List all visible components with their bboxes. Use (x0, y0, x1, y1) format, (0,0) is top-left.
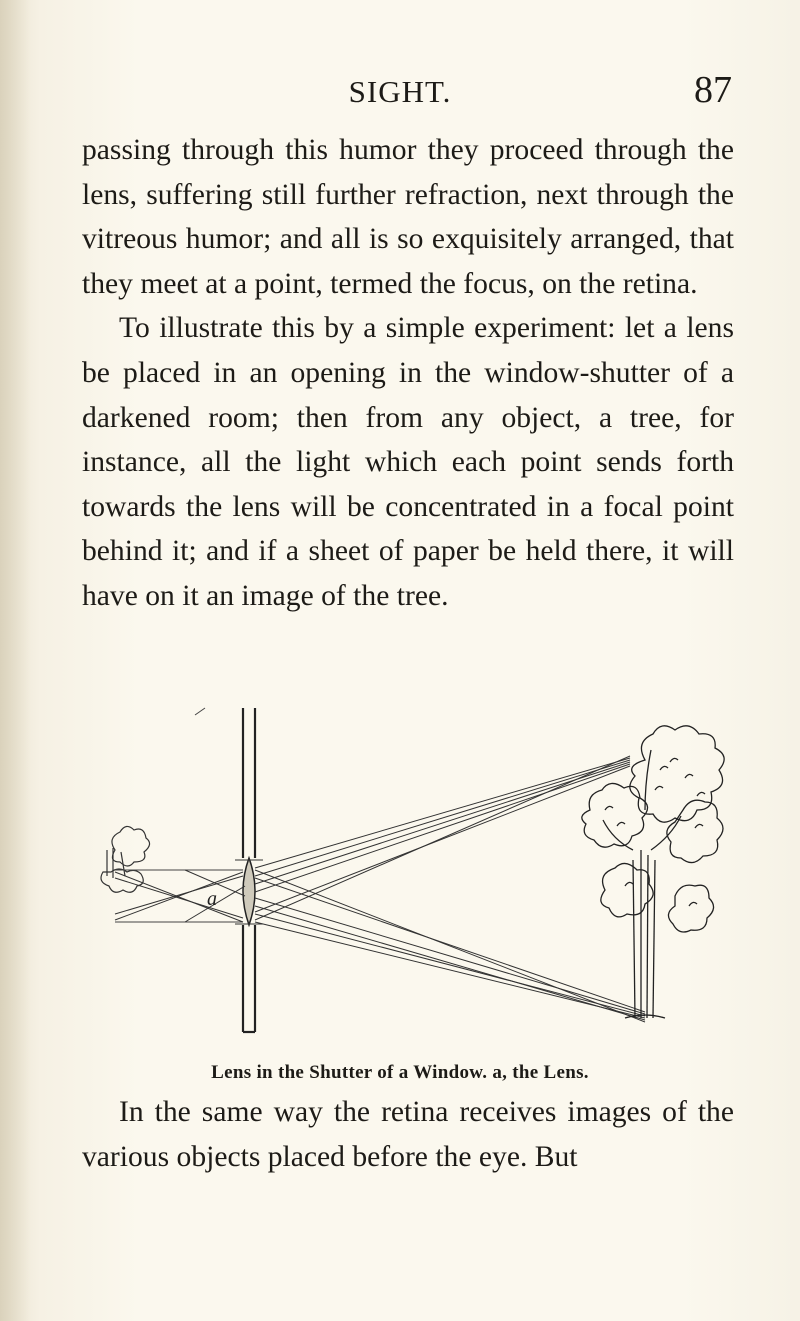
lens-label: a (207, 888, 217, 910)
figure-caption: Lens in the Shutter of a Window. a, the Lens. (211, 1062, 589, 1083)
body-text-bottom (82, 1090, 734, 1179)
ray-bundle-upper (255, 756, 630, 920)
running-header (60, 69, 740, 112)
paragraph-3: In the same way the retina receives images of the various objects placed before the eye. But (82, 1096, 734, 1173)
left-ray-cross (115, 870, 245, 922)
paragraph-2: To illustrate this by a simple experiment: let a lens be placed in an opening in the window-shutter of a darkened room; then from any object, a tree, for instance, all the light which each point sends forth towards the lens will be concentrated in a focal point behind it; and if a sheet of paper be held there, it will have on it an image of the tree. (82, 312, 734, 612)
page-gutter-shadow (0, 0, 30, 1321)
lens-figure (85, 700, 730, 1045)
running-title: SIGHT. (348, 74, 452, 109)
paragraph-1: passing through this humor they proceed through the lens, suffering still further refraction, next through the vitreous humor; and all is so exquisitely arranged, that they meet at a point, termed the focus, on the retina. (82, 134, 734, 300)
body-text-top (82, 128, 734, 619)
ray-bundle-lower (255, 870, 645, 1022)
page-number: 87 (694, 69, 732, 111)
tree-drawing (582, 726, 724, 1018)
